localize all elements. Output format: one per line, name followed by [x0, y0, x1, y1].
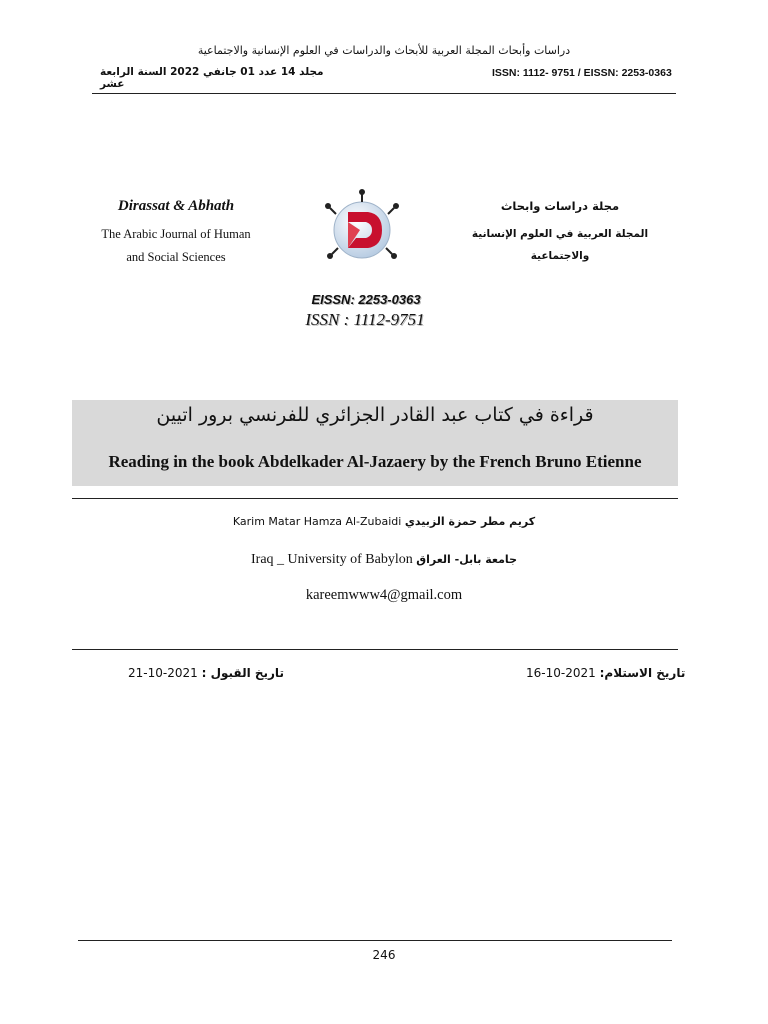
header-divider: [92, 93, 676, 94]
article-title-en: Reading in the book Abdelkader Al-Jazaery by the French Bruno Etienne: [108, 452, 642, 471]
accepted-date-label: تاريخ القبول :: [201, 666, 284, 680]
logo-english-text: [86, 198, 266, 269]
article-title-ar: قراءة في كتاب عبد القادر الجزائري للفرنسي برور اتيين: [156, 404, 594, 426]
journal-logo-emblem: [320, 186, 404, 270]
journal-header-title: دراسات وأبحاث المجلة العربية للأبحاث والدراسات في العلوم الإنسانية والاجتماعية: [197, 44, 571, 57]
affiliation-ar: جامعة بابل- العراق: [416, 553, 517, 566]
journal-subtitle-ar-2: والاجتماعية: [530, 250, 590, 262]
journal-subtitle-en-1: The Arabic Journal of Human: [101, 227, 251, 241]
accepted-date: [128, 666, 284, 680]
page-number: 246: [372, 948, 396, 962]
journal-subtitle-ar-1: المجلة العربية في العلوم الإنسانية: [471, 228, 649, 240]
journal-name-ar: مجلة دراسات وابحاث: [500, 199, 620, 213]
received-date-value: 2021-10-16: [526, 666, 596, 680]
journal-subtitle-en-2: and Social Sciences: [126, 250, 226, 264]
footer-divider: [78, 940, 672, 941]
title-divider: [72, 498, 678, 499]
affiliation-line: [0, 552, 768, 568]
accepted-date-value: 2021-10-21: [128, 666, 198, 680]
journal-name-en: Dirassat & Abhath: [117, 198, 235, 214]
logo-arabic-text: [470, 199, 650, 267]
received-date-label: تاريخ الاستلام:: [599, 666, 686, 680]
issn-label: ISSN : 1112-9751: [305, 310, 425, 329]
author-email: kareemwww4@gmail.com: [305, 587, 463, 603]
header-issn: ISSN: 1112- 9751 / EISSN: 2253-0363: [492, 67, 672, 79]
author-name-ar: كريم مطر حمزة الزبيدي: [404, 515, 536, 528]
eissn-label: EISSN: 2253-0363: [311, 292, 421, 307]
affiliation-en: Iraq _ University of Babylon: [251, 552, 413, 567]
author-line: [0, 515, 768, 528]
author-name-en: Karim Matar Hamza Al-Zubaidi: [232, 515, 402, 528]
header-issue-info: مجلد 14 عدد 01 جانفي 2022 السنة الرابعة عشر: [100, 66, 324, 90]
received-date: [526, 666, 685, 680]
dates-divider: [72, 649, 678, 650]
